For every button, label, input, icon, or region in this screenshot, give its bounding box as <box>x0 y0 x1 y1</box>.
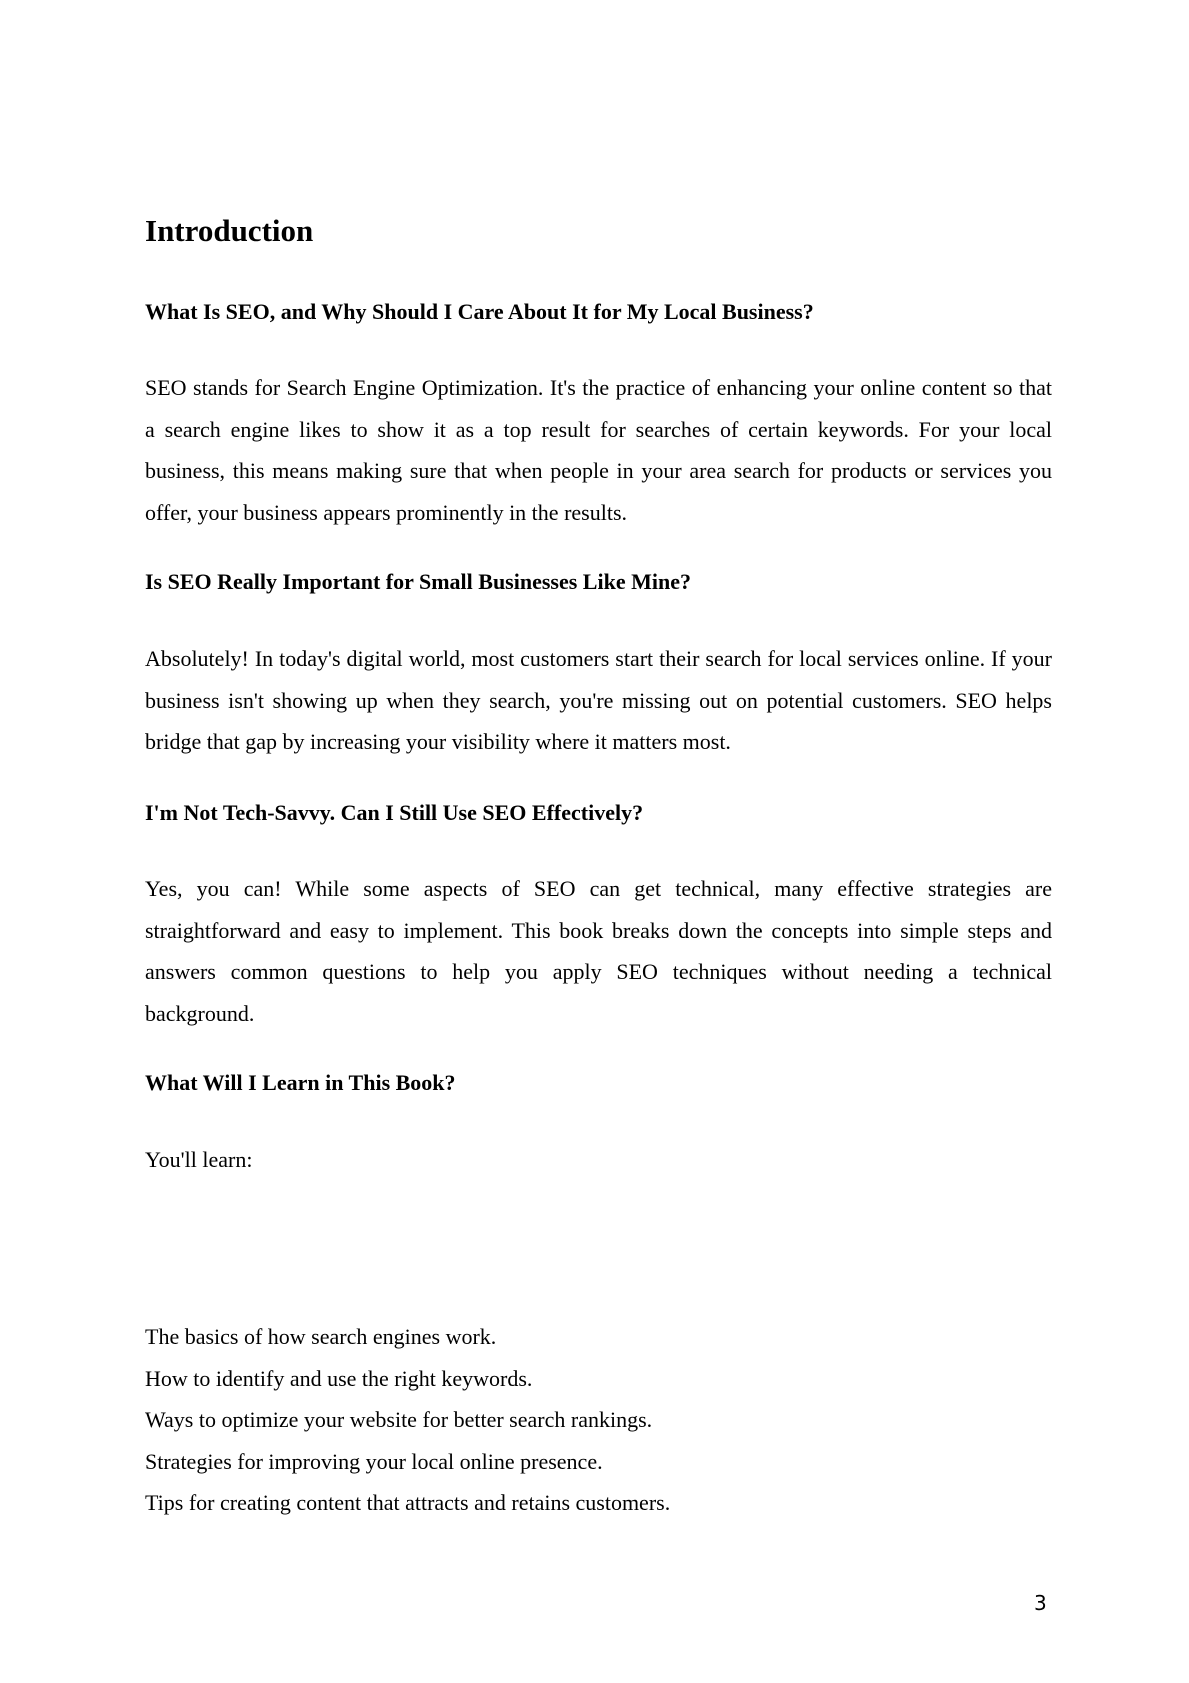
section-body-not-tech-savvy: Yes, you can! While some aspects of SEO can get technical, many effective strategies are straightforward and easy to implement. This book breaks down the concepts into simple steps and answers common questions to help you apply SEO techniques without needing a technical background. <box>145 876 1052 1026</box>
page-title: Introduction <box>145 213 314 248</box>
section-body-what-is-seo: SEO stands for Search Engine Optimization. It's the practice of enhancing your online content so that a search engine likes to show it as a top result for searches of certain keywords. For your local business, this means making sure that when people in your area search for products or services you offer, your business appears prominently in the results. <box>145 375 1052 525</box>
section-body-is-seo-important: Absolutely! In today's digital world, most customers start their search for local services online. If your business isn't showing up when they search, you're missing out on potential customers. SEO helps bridge that gap by increasing your visibility where it matters most. <box>145 646 1052 754</box>
learn-list <box>145 1316 670 1524</box>
section-heading-not-tech-savvy: I'm Not Tech-Savvy. Can I Still Use SEO Effectively? <box>145 800 644 825</box>
page-number: 3 <box>1034 1591 1047 1615</box>
list-item: Strategies for improving your local online presence. <box>145 1448 603 1474</box>
list-item: How to identify and use the right keywords. <box>145 1365 533 1391</box>
list-item: Tips for creating content that attracts and retains customers. <box>145 1490 671 1515</box>
learn-intro: You'll learn: <box>145 1147 253 1172</box>
section-heading-what-will-i-learn: What Will I Learn in This Book? <box>145 1070 456 1095</box>
section-heading-is-seo-important: Is SEO Really Important for Small Businesses Like Mine? <box>145 569 691 594</box>
list-item: The basics of how search engines work. <box>145 1324 497 1349</box>
section-heading-what-is-seo: What Is SEO, and Why Should I Care About It for My Local Business? <box>145 299 814 324</box>
list-item: Ways to optimize your website for better search rankings. <box>145 1407 653 1432</box>
